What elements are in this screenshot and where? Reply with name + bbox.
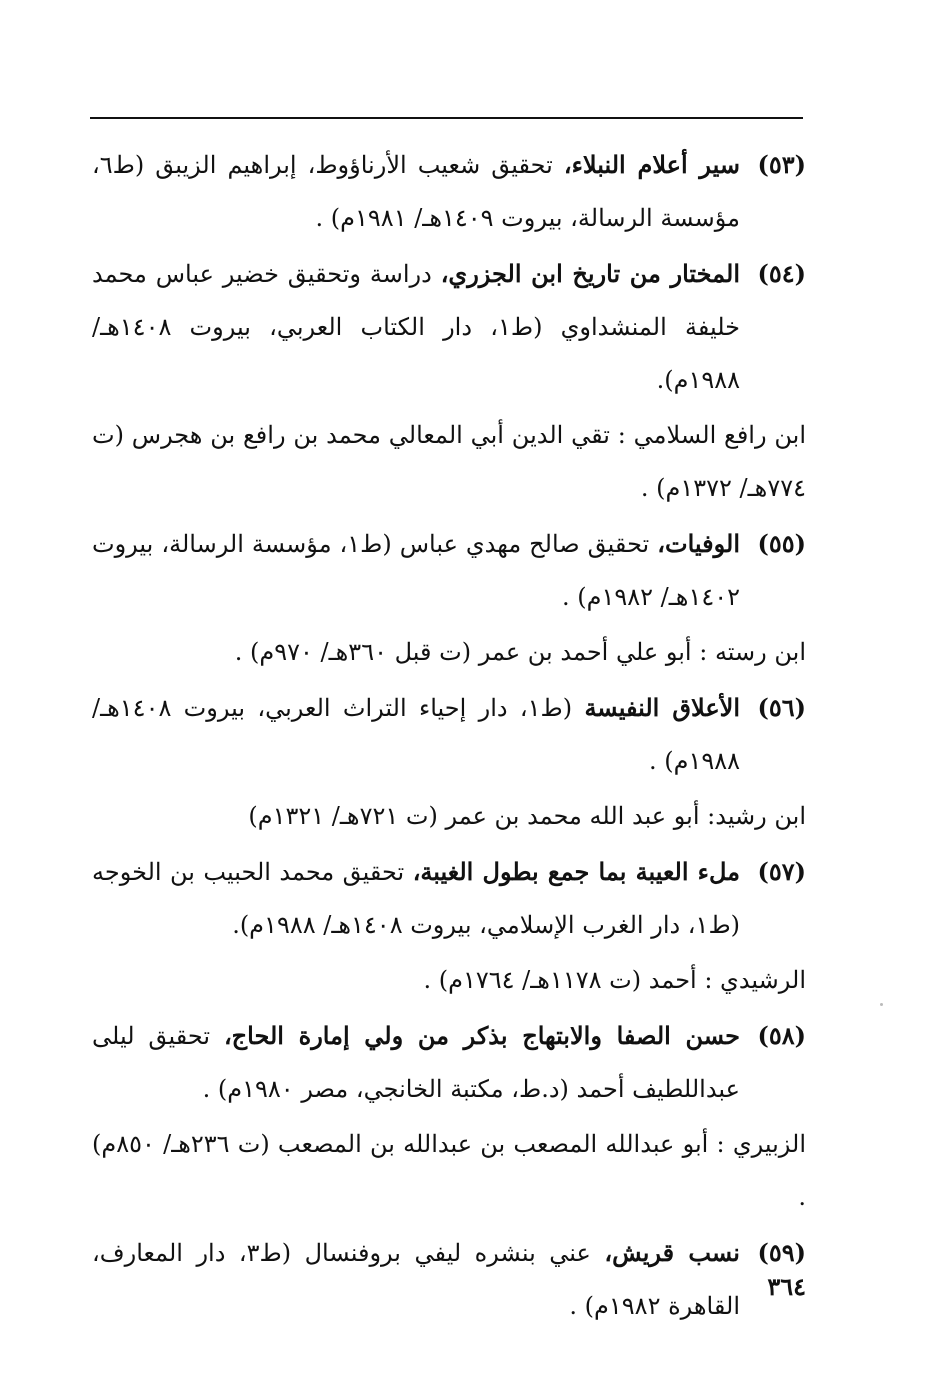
book-details: تحقيق محمد الحبيب بن الخوجه (ط١، دار الغرب الإسلامي، بيروت ١٤٠٨هـ/ ١٩٨٨م). bbox=[92, 858, 740, 939]
book-details: عني بنشره ليفي بروفنسال (ط٣، دار المعارف، القاهرة ١٩٨٢م) . bbox=[92, 1239, 740, 1320]
bibliography-list bbox=[92, 138, 806, 1333]
book-title: سير أعلام النبلاء، bbox=[563, 150, 740, 179]
book-title: الأعلاق النفيسة bbox=[584, 693, 740, 722]
book-details: تحقيق صالح مهدي عباس (ط١، مؤسسة الرسالة، بيروت ١٤٠٢هـ/ ١٩٨٢م) . bbox=[92, 530, 740, 611]
author-heading: ابن رسته : أبو علي أحمد بن عمر (ت قبل ٣٦٠هـ/ ٩٧٠م) . bbox=[234, 638, 806, 666]
entry-number: (٥٣) bbox=[757, 150, 806, 179]
entry-text bbox=[92, 845, 740, 952]
entry-number: (٥٨) bbox=[757, 1021, 806, 1050]
bibliography-entry bbox=[92, 1226, 806, 1333]
entry-text bbox=[92, 1009, 740, 1116]
bibliography-entry bbox=[92, 1009, 806, 1116]
book-title: ملء العيبة بما جمع بطول الغيبة، bbox=[412, 857, 740, 886]
entry-number: (٥٤) bbox=[757, 259, 806, 288]
bibliography-entry bbox=[92, 681, 806, 788]
scan-speck bbox=[880, 1003, 883, 1006]
page-number: ٣٦٤ bbox=[767, 1272, 806, 1301]
book-title: المختار من تاريخ ابن الجزري، bbox=[440, 259, 740, 288]
book-title: حسن الصفا والابتهاج بذكر من ولي إمارة الحاج، bbox=[223, 1021, 740, 1050]
author-heading: ابن رشيد: أبو عبد الله محمد بن عمر (ت ٧٢١هـ/ ١٣٢١م) bbox=[248, 802, 806, 830]
entry-number: (٥٥) bbox=[757, 529, 806, 558]
author-heading: الزبيري : أبو عبدالله المصعب بن عبدالله بن المصعب (ت ٢٣٦هـ/ ٨٥٠م) . bbox=[92, 1130, 806, 1211]
book-details: دراسة وتحقيق خضير عباس محمد خليفة المنشداوي (ط١، دار الكتاب العربي، بيروت ١٤٠٨هـ/ ١٩٨٨م). bbox=[92, 260, 741, 394]
book-title: نسب قريش، bbox=[604, 1238, 740, 1267]
entry-number: (٥٧) bbox=[757, 857, 806, 886]
entry-text bbox=[92, 247, 740, 407]
entry-number: (٥٦) bbox=[757, 693, 806, 722]
author-heading: الرشيدي : أحمد (ت ١١٧٨هـ/ ١٧٦٤م) . bbox=[423, 966, 806, 994]
book-title: الوفيات، bbox=[657, 529, 740, 558]
bibliography-entry bbox=[92, 247, 806, 407]
entry-text bbox=[92, 681, 740, 788]
header-rule bbox=[90, 117, 803, 119]
entry-number: (٥٩) bbox=[757, 1238, 806, 1267]
author-heading: ابن رافع السلامي : تقي الدين أبي المعالي محمد بن رافع بن هجرس (ت ٧٧٤هـ/ ١٣٧٢م) . bbox=[92, 421, 806, 502]
book-details: (ط١، دار إحياء التراث العربي، بيروت ١٤٠٨هـ/ ١٩٨٨م) . bbox=[92, 694, 740, 775]
entry-text bbox=[92, 138, 740, 245]
bibliography-entry bbox=[92, 517, 806, 624]
entry-text bbox=[92, 517, 740, 624]
book-details: تحقيق ليلى عبداللطيف أحمد (د.ط، مكتبة الخانجي، مصر ١٩٨٠م) . bbox=[92, 1022, 740, 1103]
entry-text bbox=[92, 1226, 740, 1333]
book-details: تحقيق شعيب الأرناؤوط، إبراهيم الزيبق (ط٦، مؤسسة الرسالة، بيروت ١٤٠٩هـ/ ١٩٨١م) . bbox=[92, 151, 740, 232]
bibliography-entry bbox=[92, 845, 806, 952]
bibliography-entry bbox=[92, 138, 806, 245]
